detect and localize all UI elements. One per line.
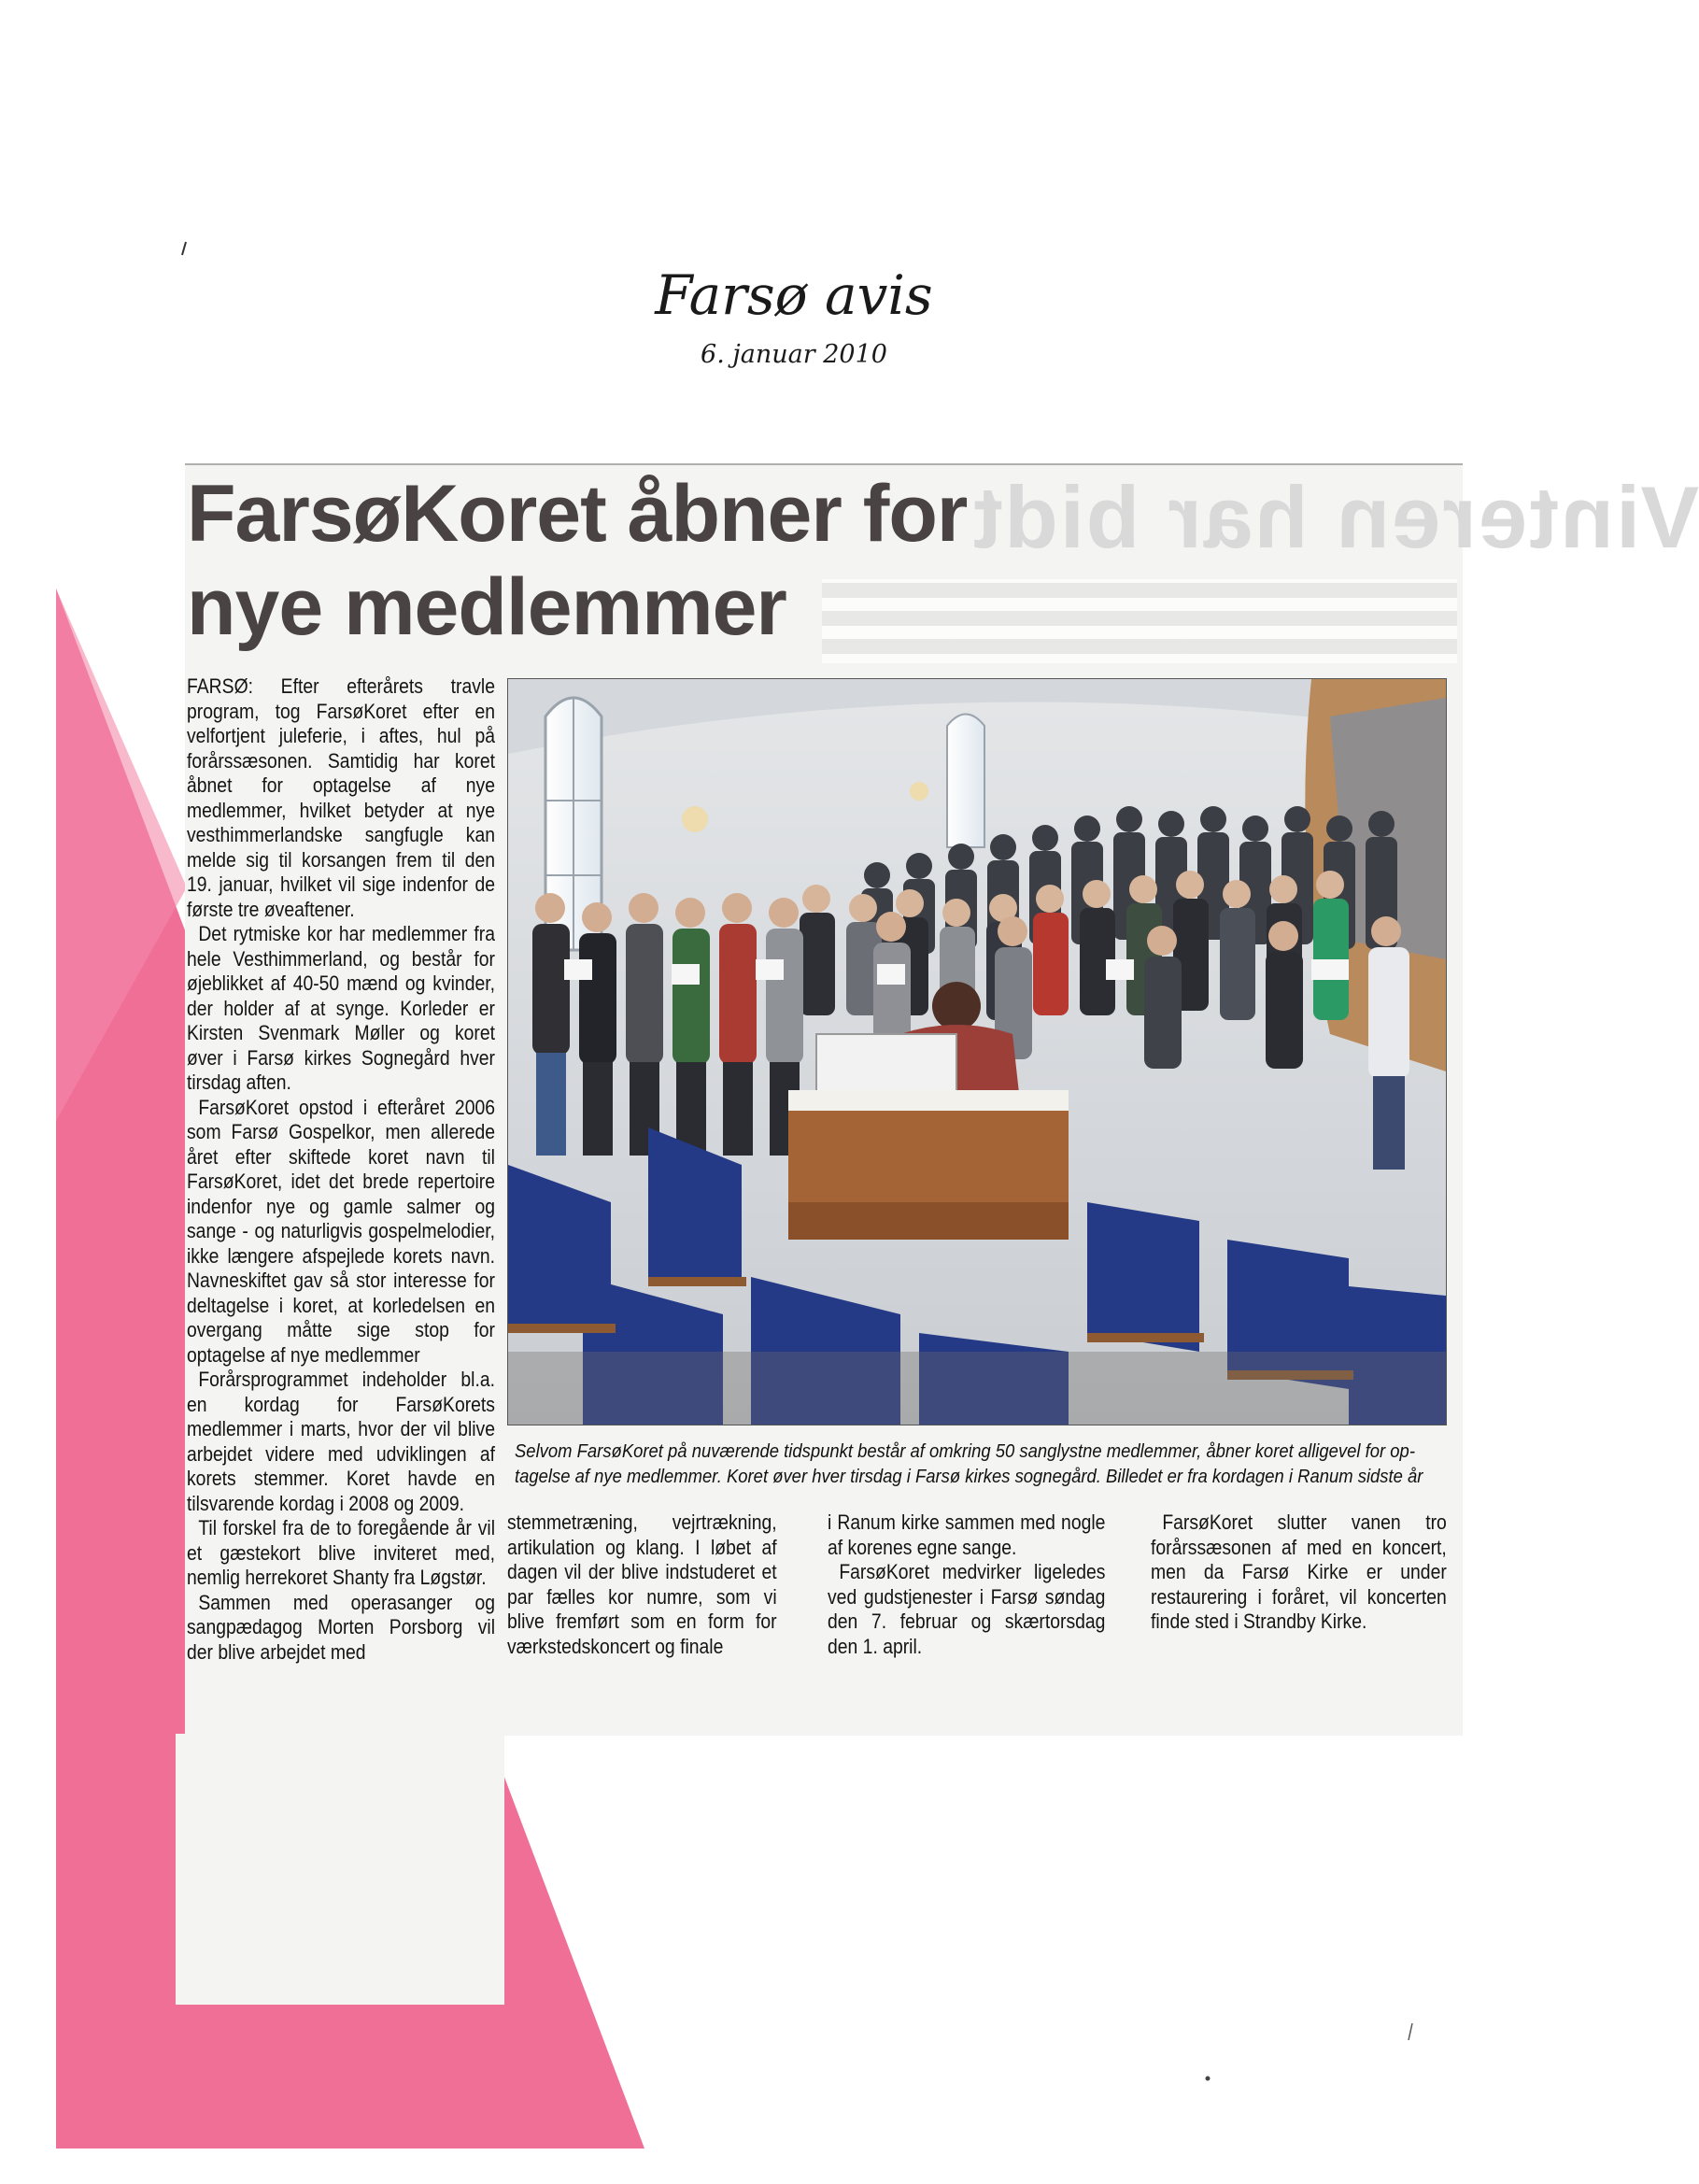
article-headline: [187, 467, 967, 654]
scan-dot: [1205, 2076, 1211, 2081]
article-column-1: [187, 674, 495, 1665]
column-4-text: FarsøKoret slutter vanen tro forårssæsonen af med en koncert, men da Farsø Kirke er under restaurering i foråret, vil koncerten finde sted i Strandby Kirke.: [1151, 1510, 1447, 1633]
column-3-text-2: FarsøKoret medvirker ligeledes ved gudstjenester i Farsø søndag den 7. februar og skærtorsdag den 1. april.: [828, 1560, 1106, 1658]
caption-line-1: Selvom FarsøKoret på nuværende tidspunkt består af omkring 50 sanglystne medlemmer, åbner koret alligevel for op-: [515, 1440, 1415, 1462]
headline-line-2: nye medlemmer: [187, 562, 786, 652]
article-column-2: [507, 1510, 777, 1659]
paragraph-4: Forårsprogrammet indeholder bl.a. en kordag for FarsøKorets medlemmer i marts, hvor der vil blive arbejdet videre med udviklingen af korets stemmer. Koret havde en tilsvarende kordag i 2008 og 2009.: [187, 1368, 495, 1515]
column-2-text: stemmetræning, vejrtrækning, artikulation og klang. I løbet af dagen vil der blive indstuderet et par fælles kor numre, som vi blive fremført som en form for værkstedskoncert og finale: [507, 1510, 777, 1658]
caption-line-2: tagelse af nye medlemmer. Koret øver hver tirsdag i Farsø kirkes sognegård. Billedet er fra kordagen i Ranum sidste år: [515, 1466, 1423, 1487]
choir-photo: [507, 678, 1447, 1425]
paragraph-2: Det rytmiske kor har medlemmer fra hele Vesthimmerland, og består for øjeblikket af 40-50 mænd og kvinder, der holder af at synge. Korleder er Kirsten Svenmark Møller og koret øver i Farsø kirkes Sognegård hver tirsdag aften.: [187, 922, 495, 1094]
publication-date: 6. januar 2010: [701, 340, 887, 369]
article-column-4: [1151, 1510, 1447, 1635]
newspaper-masthead: Farsø avis: [655, 263, 933, 327]
scan-mark: [1406, 2022, 1415, 2041]
paragraph-6: Sammen med operasanger og sangpædagog Morten Porsborg vil der blive arbejdet med: [187, 1590, 495, 1664]
photo-caption: [515, 1439, 1448, 1489]
headline-line-1: FarsøKoret åbner for: [187, 469, 968, 559]
column-3-text-1: i Ranum kirke sammen med nogle af korenes egne sange.: [828, 1510, 1106, 1559]
clipping-paper-tail: [176, 1734, 504, 2005]
bleed-through-headline: Vinteren har bidt: [971, 468, 1699, 566]
scan-mark: [179, 241, 189, 256]
paragraph-1: FARSØ: Efter efterårets travle program, tog FarsøKoret efter en velfortjent juleferie, i aftes, hul på forårssæsonen. Samtidig har koret åbnet for optagelse af nye medlemmer, hvilket betyder at nye vesthimmerlandske sangfugle kan melde sig til korsangen frem til den 19. januar, hvilket vil sige indenfor de første tre øveaftener.: [187, 674, 495, 921]
paragraph-5: Til forskel fra de to foregående år vil et gæstekort blive inviteret med, nemlig herrekoret Shanty fra Løgstør.: [187, 1516, 495, 1589]
article-column-3: [828, 1510, 1105, 1659]
paragraph-3: FarsøKoret opstod i efteråret 2006 som Farsø Gospelkor, men allerede året efter skiftede koret navn til FarsøKoret, idet det brede repertoire indenfor nye og gamle salmer og sange - og naturligvis gospelmelodier, ikke længere afspejlede korets navn. Navneskiftet gav så stor interesse for deltagelse i koret, at korledelsen en overgang måtte sige stop for optagelse af nye medlemmer: [187, 1095, 495, 1367]
